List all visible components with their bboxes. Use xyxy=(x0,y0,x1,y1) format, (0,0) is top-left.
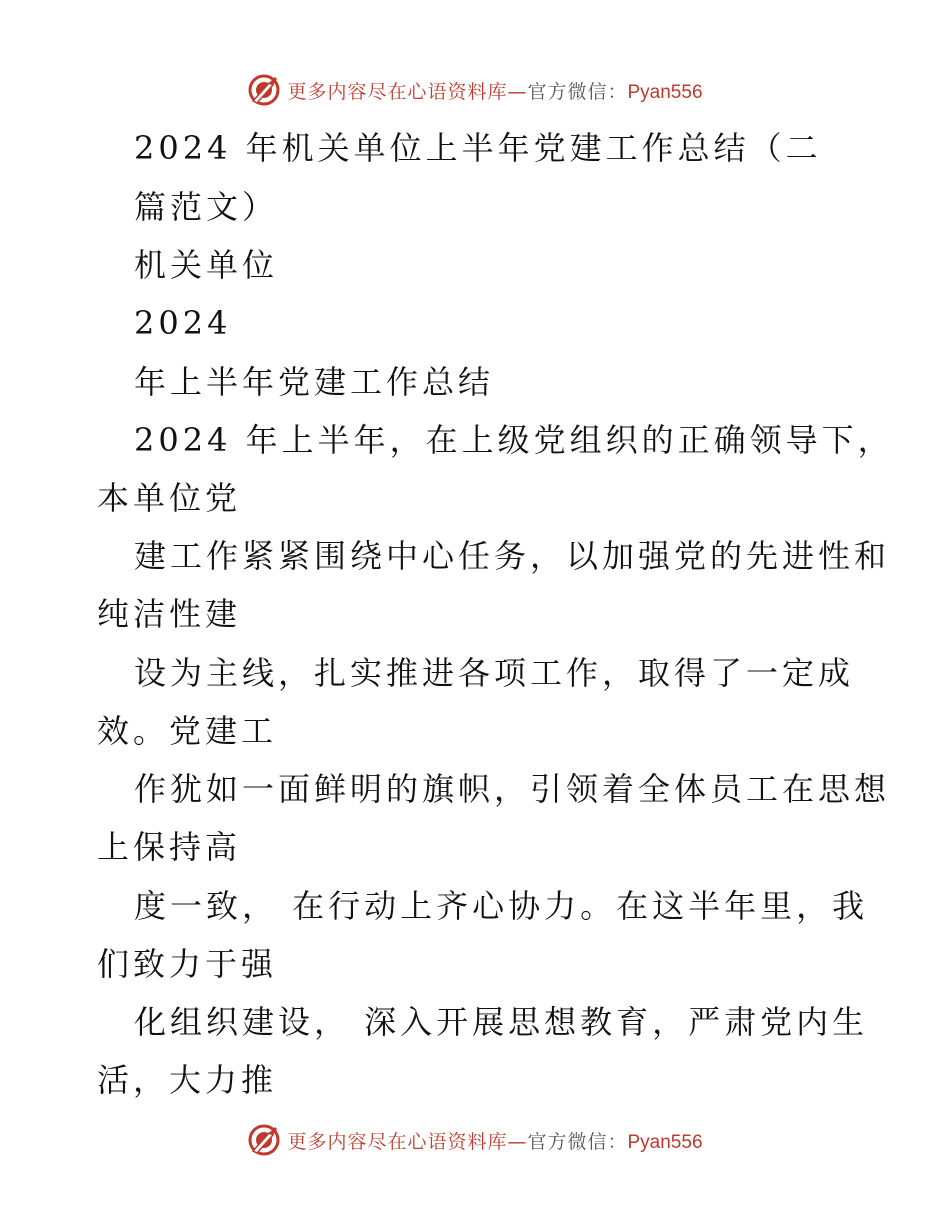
paragraph-line: 2024 年上半年，在上级党组织的正确领导下， xyxy=(134,421,894,459)
doc-title-line-1: 2024 年机关单位上半年党建工作总结（二 xyxy=(134,129,822,167)
paragraph-line: 度一致， 在行动上齐心协力。在这半年里，我 xyxy=(134,887,869,925)
doc-subtitle-line-2: 2024 xyxy=(134,304,232,342)
paragraph-line: 纯洁性建 xyxy=(97,595,242,633)
banner-text xyxy=(287,1127,702,1154)
doc-title-line-2: 篇范文） xyxy=(134,188,279,226)
paragraph-line: 建工作紧紧围绕中心任务，以加强党的先进性和 xyxy=(134,537,891,575)
banner-wechat-label: 官方微信： xyxy=(527,1130,628,1153)
banner-separator: — xyxy=(507,1130,528,1153)
banner-wechat-label: 官方微信： xyxy=(527,80,628,103)
paragraph-line: 作犹如一面鲜明的旗帜，引领着全体员工在思想 xyxy=(134,770,891,808)
paragraph-line: 活，大力推 xyxy=(97,1061,278,1099)
paragraph-line: 效。党建工 xyxy=(97,712,278,750)
banner-wechat-id: Pyan556 xyxy=(627,81,703,103)
footer-banner xyxy=(0,1120,950,1160)
pen-logo-icon xyxy=(247,1123,281,1157)
paragraph-line: 本单位党 xyxy=(97,479,242,517)
banner-separator: — xyxy=(507,80,528,103)
doc-subtitle-line-3: 年上半年党建工作总结 xyxy=(134,363,495,401)
paragraph-line: 化组织建设， 深入开展思想教育，严肃党内生 xyxy=(134,1003,869,1041)
paragraph-line: 上保持高 xyxy=(97,828,242,866)
paragraph-line: 们致力于强 xyxy=(97,945,278,983)
banner-main-text: 更多内容尽在心语资料库 xyxy=(287,80,508,103)
doc-subtitle-line-1: 机关单位 xyxy=(134,246,279,284)
banner-wechat-id: Pyan556 xyxy=(627,1131,703,1153)
banner-main-text: 更多内容尽在心语资料库 xyxy=(287,1130,508,1153)
paragraph-line: 设为主线，扎实推进各项工作，取得了一定成 xyxy=(134,654,855,692)
